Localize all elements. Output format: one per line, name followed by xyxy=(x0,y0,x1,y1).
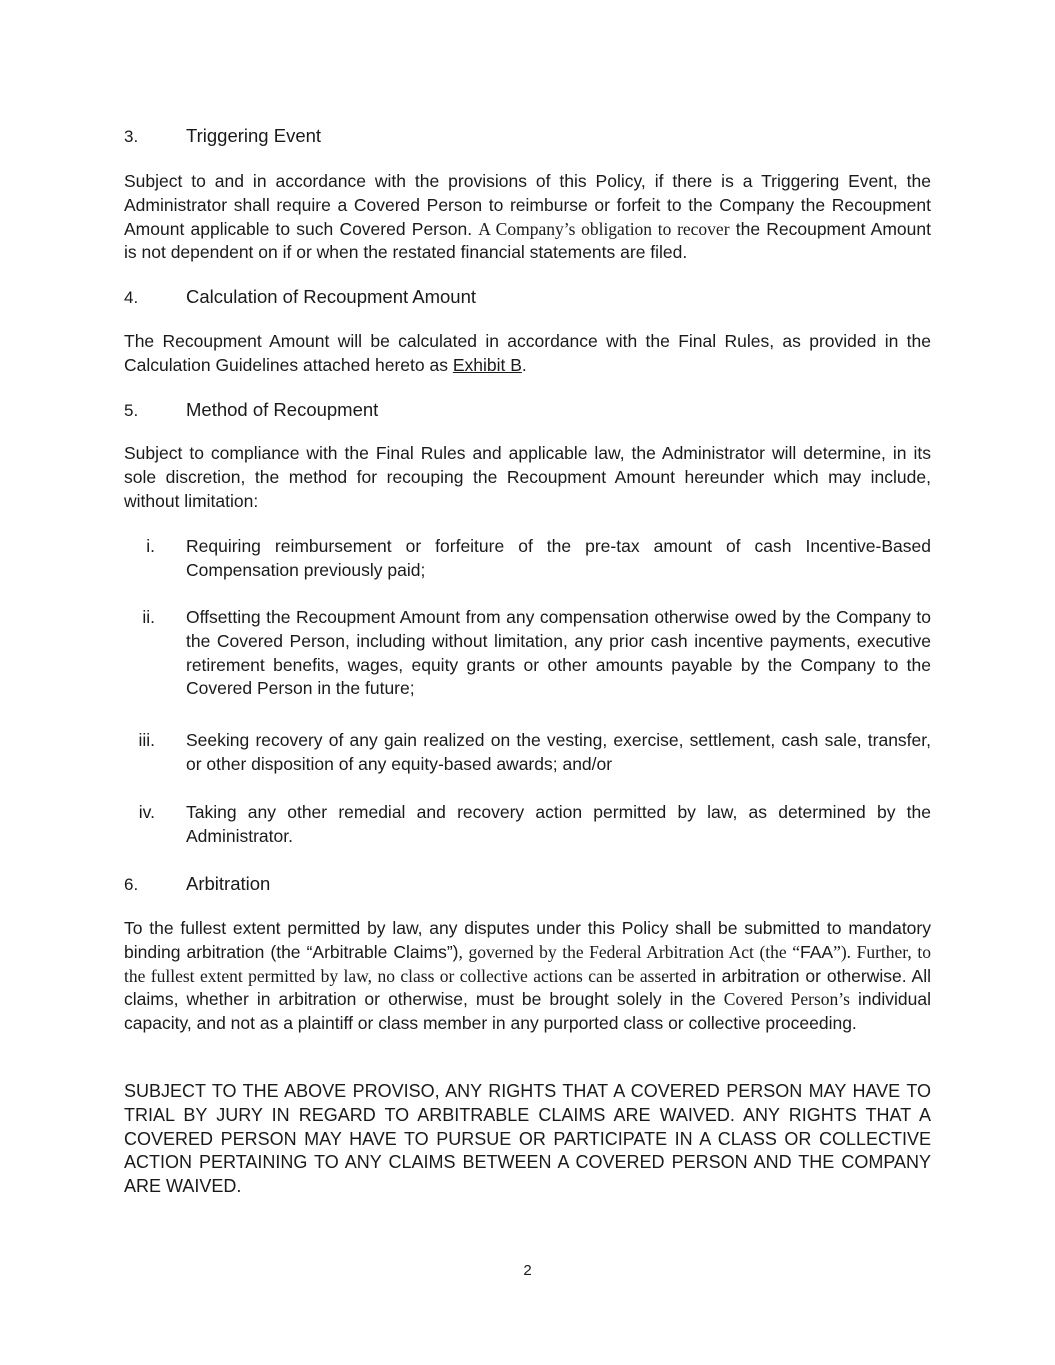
list-marker: iv. xyxy=(138,802,155,822)
triggering-event-paragraph xyxy=(124,170,931,265)
section-heading-triggering-event xyxy=(124,124,321,149)
paragraph-text-serif: Covered Person’s xyxy=(723,989,850,1010)
list-item xyxy=(124,801,931,849)
section-title: Calculation of Recoupment Amount xyxy=(186,286,477,307)
list-marker: ii. xyxy=(142,607,155,627)
list-item xyxy=(124,535,931,583)
paragraph-text: individual capacity, and not as a plaintiff or class member in any purported class or collective proceeding. xyxy=(124,989,931,1034)
list-item-text: Requiring reimbursement or forfeiture of the pre-tax amount of cash Incentive-Based Compensation previously paid; xyxy=(186,536,931,580)
section-title: Triggering Event xyxy=(186,125,322,146)
list-marker: i. xyxy=(146,536,155,556)
paragraph-text-serif: ”). Further, to the fullest extent permitted by law, no class or collective actions can be asserted xyxy=(124,941,931,986)
section-title: Arbitration xyxy=(186,873,271,894)
list-item-text: Taking any other remedial and recovery action permitted by law, as determined by the Administrator. xyxy=(186,802,931,846)
list-item-text: Seeking recovery of any gain realized on the vesting, exercise, settlement, cash sale, transfer, or other disposition of any equity-based awards; and/or xyxy=(186,730,931,774)
list-item xyxy=(124,606,931,701)
paragraph-text: The Recoupment Amount will be calculated in accordance with the Final Rules, as provided in the Calculation Guidelines attached hereto as xyxy=(124,331,931,375)
section-heading-arbitration xyxy=(124,872,270,897)
section-heading-calculation xyxy=(124,285,476,310)
list-item-text: Offsetting the Recoupment Amount from any compensation otherwise owed by the Company to the Covered Person, including without limitation, any prior cash incentive payments, executive retirement benefits, wages, equity grants or other amounts payable by the Company to the Covered Person in the future; xyxy=(186,607,931,699)
paragraph-text: the Recoupment Amount is not dependent on if or when the restated financial statements are filed. xyxy=(124,218,931,263)
list-marker: iii. xyxy=(138,730,155,750)
section-title: Method of Recoupment xyxy=(186,399,379,420)
section-heading-method xyxy=(124,398,378,423)
paragraph-text: . xyxy=(521,354,527,375)
arbitration-paragraph xyxy=(124,917,931,1036)
list-item xyxy=(124,729,931,777)
section-number: 4. xyxy=(124,288,139,307)
section-number: 3. xyxy=(124,127,139,146)
calculation-paragraph xyxy=(124,330,931,378)
paragraph-text: Subject to and in accordance with the provisions of this Policy, if there is a Triggering Event, the Administrator shall require a Covered Person to reimburse or forfeit to the Company the Recoupment Amount applicable to such Covered Person. xyxy=(124,171,931,239)
section-number: 6. xyxy=(124,875,139,894)
jury-waiver-paragraph: SUBJECT TO THE ABOVE PROVISO, ANY RIGHTS THAT A COVERED PERSON MAY HAVE TO TRIAL BY JURY IN REGARD TO ARBITRABLE CLAIMS ARE WAIVED. ANY RIGHTS THAT A COVERED PERSON MAY HAVE TO PURSUE OR PARTICIPATE IN A CLASS OR COLLECTIVE ACTION PERTAINING TO ANY CLAIMS BETWEEN A COVERED PERSON AND THE COMPANY ARE WAIVED. xyxy=(124,1081,931,1197)
paragraph-text: FAA xyxy=(800,941,834,962)
section-number: 5. xyxy=(124,401,139,420)
method-paragraph: Subject to compliance with the Final Rules and applicable law, the Administrator will determine, in its sole discretion, the method for recouping the Recoupment Amount hereunder which may include, without limitation: xyxy=(124,443,931,511)
paragraph-text: in arbitration or otherwise. All claims, whether in arbitration or otherwise, must be brought solely in the xyxy=(124,965,931,1010)
exhibit-b-link[interactable]: Exhibit B xyxy=(452,354,522,375)
paragraph-text-serif: , governed by the Federal Arbitration Act (the “ xyxy=(458,941,800,962)
page-number: 2 xyxy=(523,1262,532,1279)
paragraph-text-serif: A Company’s obligation to recover xyxy=(478,218,730,239)
paragraph-text: To the fullest extent permitted by law, any disputes under this Policy shall be submitted to mandatory binding arbitration (the “Arbitrable Claims”) xyxy=(124,918,931,962)
